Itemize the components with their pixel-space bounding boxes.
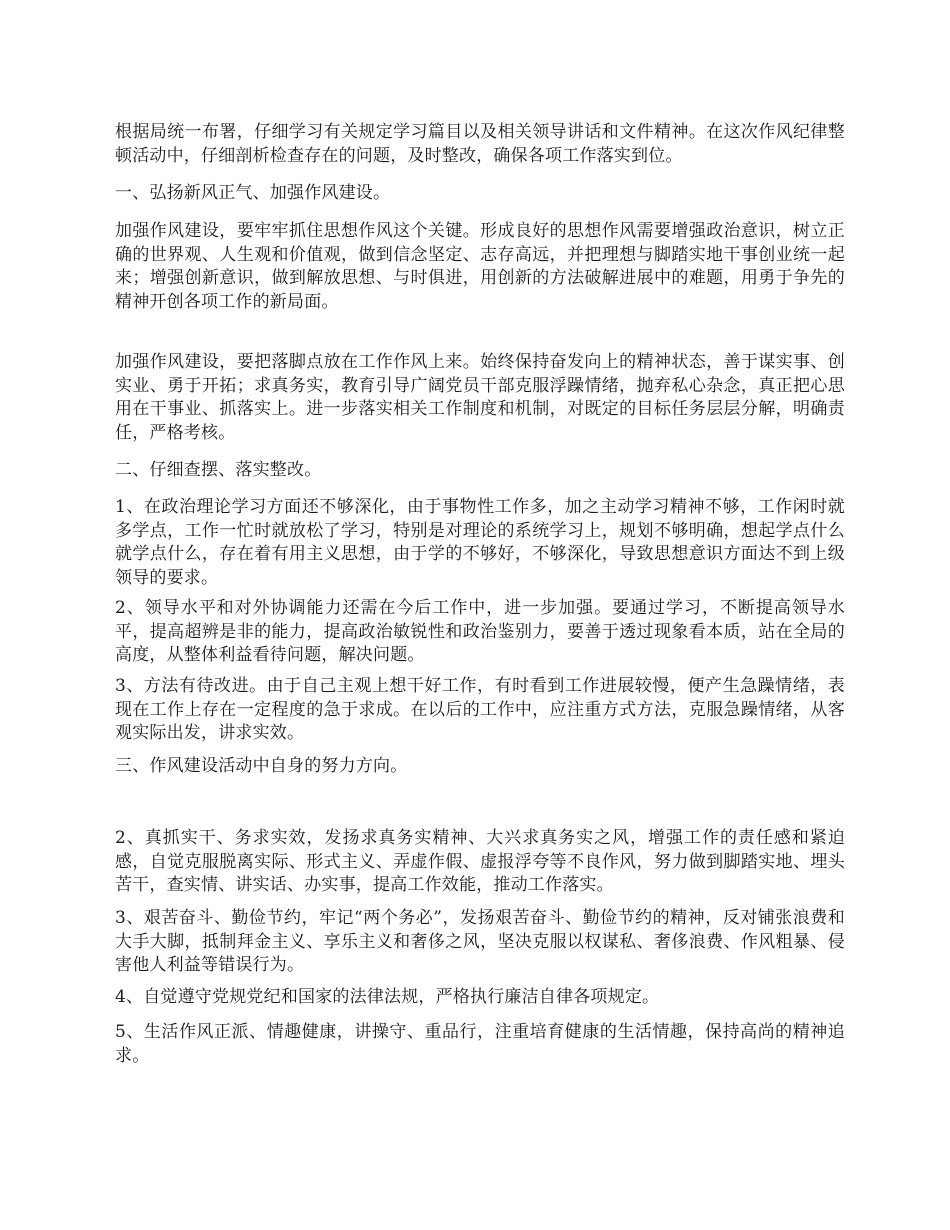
section-heading-1: 一、弘扬新风正气、加强作风建设。: [115, 183, 391, 203]
section-heading-2: 二、仔细查摆、落实整改。: [115, 460, 322, 480]
section-heading-3: 三、作风建设活动中自身的努力方向。: [115, 756, 408, 776]
numbered-item-5: 5、生活作风正派、情趣健康，讲操守、重品行，注重培育健康的生活情趣，保持高尚的精神追求。: [115, 1022, 845, 1066]
numbered-item-1: 1、在政治理论学习方面还不够深化，由于事物性工作多，加之主动学习精神不够，工作闲时就多学点，工作一忙时就放松了学习，特别是对理论的系统学习上，规划不够明确，想起学点什么就学点什么，存在着有用主义思想，由于学的不够好，不够深化，导致思想意识方面达不到上级领导的要求。: [115, 497, 845, 588]
numbered-item-2: 2、领导水平和对外协调能力还需在今后工作中，进一步加强。要通过学习，不断提高领导水平，提高超辨是非的能力，提高政治敏锐性和政治鉴别力，要善于透过现象看本质，站在全局的高度，从整体利益看待问题，解决问题。: [115, 598, 845, 665]
body-paragraph: 加强作风建设，要把落脚点放在工作作风上来。始终保持奋发向上的精神状态，善于谋实事、创实业、勇于开拓；求真务实，教育引导广阔党员干部克服浮躁情绪，抛弃私心杂念，真正把心思用在干事业、抓落实上。进一步落实相关工作制度和机制，对既定的目标任务层层分解，明确责任，严格考核。: [115, 352, 845, 443]
numbered-item-3: 3、方法有待改进。由于自己主观上想干好工作，有时看到工作进展较慢，便产生急躁情绪，表现在工作上存在一定程度的急于求成。在以后的工作中，应注重方式方法，克服急躁情绪，从客观实际出发，讲求实效。: [115, 676, 845, 743]
intro-paragraph: 根据局统一布署，仔细学习有关规定学习篇目以及相关领导讲话和文件精神。在这次作风纪律整顿活动中，仔细剖析检查存在的问题，及时整改，确保各项工作落实到位。: [115, 122, 845, 166]
numbered-item-4: 4、自觉遵守党规党纪和国家的法律法规，严格执行廉洁自律各项规定。: [115, 987, 660, 1007]
numbered-item-3: 3、艰苦奋斗、勤俭节约，牢记“两个务必”，发扬艰苦奋斗、勤俭节约的精神，反对铺张浪费和大手大脚，抵制拜金主义、享乐主义和奢侈之风，坚决克服以权谋私、奢侈浪费、作风粗暴、侵害他人利益等错误行为。: [115, 908, 845, 975]
numbered-item-2: 2、真抓实干、务求实效，发扬求真务实精神、大兴求真务实之风，增强工作的责任感和紧迫感，自觉克服脱离实际、形式主义、弄虚作假、虚报浮夸等不良作风，努力做到脚踏实地、埋头苦干，查实情、讲实话、办实事，提高工作效能，推动工作落实。: [115, 828, 845, 895]
body-paragraph: 加强作风建设，要牢牢抓住思想作风这个关键。形成良好的思想作风需要增强政治意识，树立正确的世界观、人生观和价值观，做到信念坚定、志存高远，并把理想与脚踏实地干事创业统一起来；增强创新意识，做到解放思想、与时俱进，用创新的方法破解进展中的难题，用勇于争先的精神开创各项工作的新局面。: [115, 221, 845, 312]
